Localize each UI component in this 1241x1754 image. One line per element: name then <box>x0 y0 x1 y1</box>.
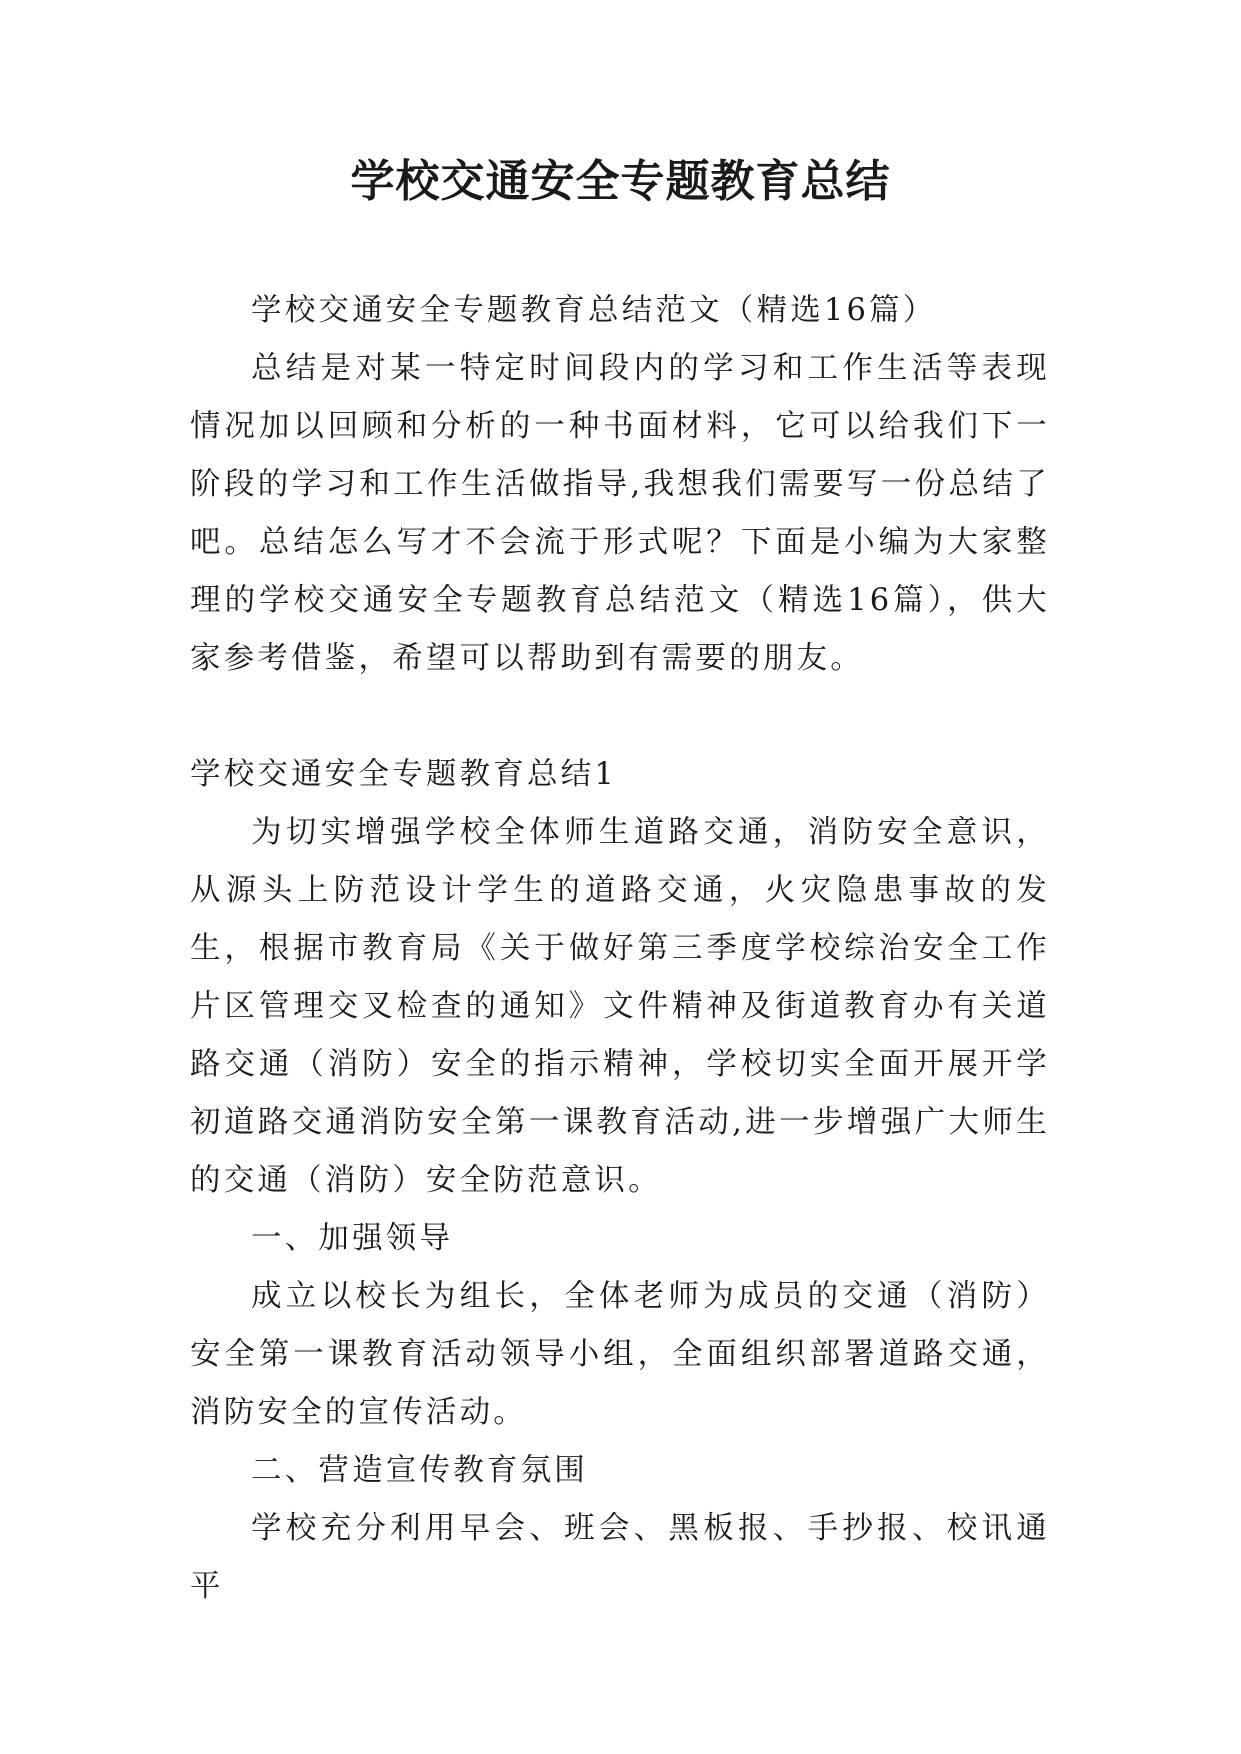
document-title: 学校交通安全专题教育总结 <box>350 156 891 207</box>
section-heading: 学校交通安全专题教育总结1 <box>190 757 618 792</box>
body-paragraph-1: 为切实增强学校全体师生道路交通，消防安全意识，从源头上防范设计学生的道路交通，火灾隐患事故的发生，根据市教育局《关于做好第三季度学校综治安全工作片区管理交叉检查的通知》文件精神及街道教育办有关道路交通（消防）安全的指示精神，学校切实全面开展开学初道路交通消防安全第一课教育活动,进一步增强广大师生的交通（消防）安全防范意识。 <box>190 815 1050 1198</box>
body-paragraph-3: 学校充分利用早会、班会、黑板报、手抄报、校讯通平 <box>190 1511 1050 1604</box>
subheading-2: 二、营造宣传教育氛围 <box>251 1453 588 1488</box>
intro-paragraph: 总结是对某一特定时间段内的学习和工作生活等表现情况加以回顾和分析的一种书面材料，它可以给我们下一阶段的学习和工作生活做指导,我想我们需要写一份总结了吧。总结怎么写才不会流于形式呢？下面是小编为大家整理的学校交通安全专题教育总结范文（精选16篇），供大家参考借鉴，希望可以帮助到有需要的朋友。 <box>190 351 1050 676</box>
document-subtitle: 学校交通安全专题教育总结范文（精选16篇） <box>251 293 937 328</box>
body-paragraph-2: 成立以校长为组长，全体老师为成员的交通（消防）安全第一课教育活动领导小组，全面组织部署道路交通，消防安全的宣传活动。 <box>190 1279 1050 1430</box>
document-body <box>190 282 1050 1616</box>
subheading-1: 一、加强领导 <box>251 1221 454 1256</box>
paragraph-spacer <box>190 688 1050 746</box>
